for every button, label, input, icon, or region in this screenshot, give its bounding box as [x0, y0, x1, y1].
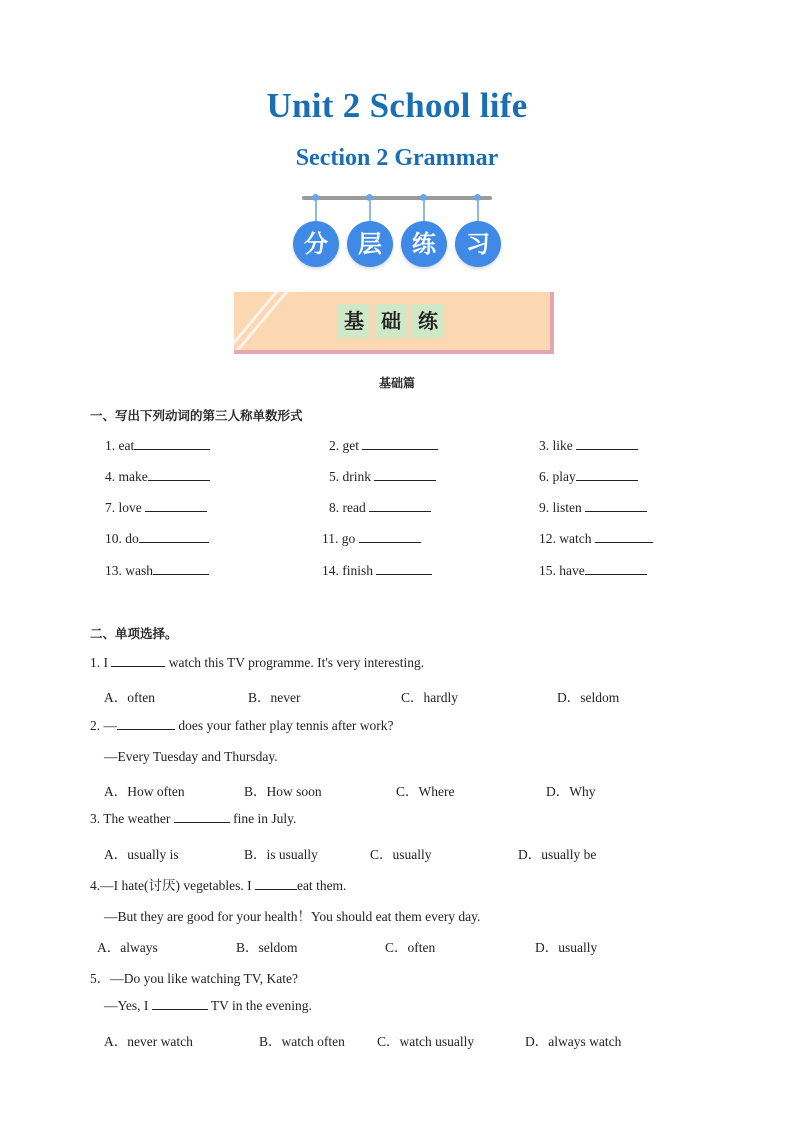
answer-blank[interactable] [576, 469, 638, 481]
verb-item: 15. have [539, 563, 647, 579]
banner-char: 练 [412, 304, 444, 338]
question-text: 4.—I hate(讨厌) vegetables. I eat them. [90, 878, 347, 893]
option-a[interactable]: A．never watch [104, 1034, 193, 1049]
answer-blank[interactable] [585, 563, 647, 575]
verb-item: 12. watch [539, 531, 653, 547]
verb-item: 7. love [105, 500, 207, 516]
verb-item: 10. do [105, 531, 209, 547]
option-b[interactable]: B．watch often [259, 1034, 345, 1049]
option-a[interactable]: A．always [97, 940, 158, 955]
part2-heading: 二、单项选择。 [90, 626, 178, 641]
answer-blank[interactable] [362, 438, 438, 450]
answer-blank[interactable] [359, 531, 421, 543]
option-b[interactable]: B．is usually [244, 847, 318, 862]
badge-char: 分 [293, 221, 339, 267]
question-reply: —Yes, I TV in the evening. [104, 998, 312, 1013]
verb-item: 3. like [539, 438, 638, 454]
verb-item: 6. play [539, 469, 638, 485]
question-reply: —Every Tuesday and Thursday. [104, 749, 278, 764]
banner-char: 础 [375, 304, 407, 338]
page-title: Unit 2 School life [266, 86, 528, 125]
option-b[interactable]: B．seldom [236, 940, 298, 955]
answer-blank[interactable] [585, 500, 647, 512]
page-subtitle: Section 2 Grammar [295, 145, 499, 171]
section-banner [234, 292, 554, 354]
question-reply: —But they are good for your health！You should eat them every day. [104, 909, 481, 924]
answer-blank[interactable] [255, 878, 297, 890]
option-a[interactable]: A．usually is [104, 847, 179, 862]
option-b[interactable]: B．never [248, 690, 301, 705]
answer-blank[interactable] [576, 438, 638, 450]
verb-item: 1. eat [105, 438, 210, 454]
option-c[interactable]: C．often [385, 940, 436, 955]
answer-blank[interactable] [374, 469, 436, 481]
option-d[interactable]: D．usually [535, 940, 598, 955]
option-d[interactable]: D．Why [546, 784, 596, 799]
badge-char: 习 [455, 221, 501, 267]
part1-heading: 一、写出下列动词的第三人称单数形式 [90, 408, 303, 423]
answer-blank[interactable] [148, 469, 210, 481]
verb-item: 11. go [322, 531, 421, 547]
answer-blank[interactable] [117, 718, 175, 730]
option-a[interactable]: A．often [104, 690, 155, 705]
option-c[interactable]: C．Where [396, 784, 455, 799]
answer-blank[interactable] [134, 438, 210, 450]
verb-item: 13. wash [105, 563, 209, 579]
answer-blank[interactable] [595, 531, 653, 543]
question-text: 2. — does your father play tennis after work? [90, 718, 394, 733]
banner-char: 基 [338, 304, 370, 338]
badge-char: 练 [401, 221, 447, 267]
answer-blank[interactable] [369, 500, 431, 512]
section-label: 基础篇 [378, 376, 415, 390]
option-a[interactable]: A．How often [104, 784, 185, 799]
option-d[interactable]: D．always watch [525, 1034, 622, 1049]
verb-item: 4. make [105, 469, 210, 485]
badge-char: 层 [347, 221, 393, 267]
question-text: 5．—Do you like watching TV, Kate? [90, 971, 298, 986]
option-b[interactable]: B．How soon [244, 784, 322, 799]
answer-blank[interactable] [111, 655, 165, 667]
option-d[interactable]: D．seldom [557, 690, 620, 705]
option-c[interactable]: C．hardly [401, 690, 458, 705]
verb-item: 9. listen [539, 500, 647, 516]
verb-item: 8. read [329, 500, 431, 516]
answer-blank[interactable] [376, 563, 432, 575]
verb-item: 5. drink [329, 469, 436, 485]
verb-item: 2. get [329, 438, 438, 454]
option-d[interactable]: D．usually be [518, 847, 597, 862]
hanger-bar [302, 196, 492, 200]
option-c[interactable]: C．usually [370, 847, 432, 862]
question-text: 3. The weather fine in July. [90, 811, 297, 826]
question-text: 1. I watch this TV programme. It's very interesting. [90, 655, 425, 670]
answer-blank[interactable] [152, 998, 208, 1010]
banner-title [338, 304, 444, 338]
answer-blank[interactable] [145, 500, 207, 512]
answer-blank[interactable] [139, 531, 209, 543]
option-c[interactable]: C．watch usually [377, 1034, 475, 1049]
answer-blank[interactable] [153, 563, 209, 575]
verb-item: 14. finish [322, 563, 432, 579]
answer-blank[interactable] [174, 811, 230, 823]
